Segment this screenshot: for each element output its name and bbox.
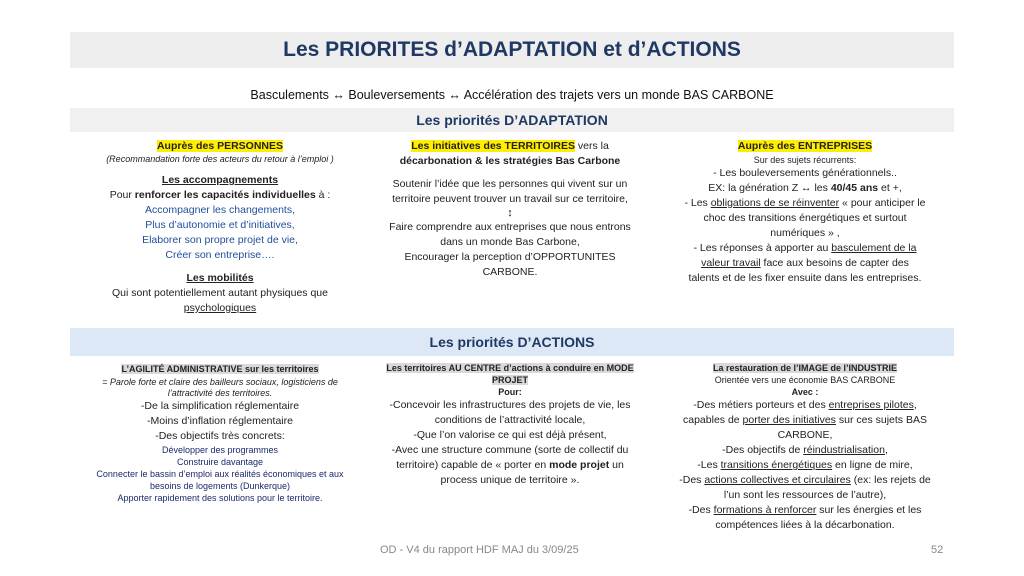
entreprises-column xyxy=(660,139,950,286)
territoires-column xyxy=(368,139,652,280)
agilite-item: Développer des programmes xyxy=(161,445,279,455)
centre-line: conditions de l’attractivité locale, xyxy=(434,414,586,426)
territoires-text: CARBONE. xyxy=(482,266,538,278)
accompagnement-item: Créer son entreprise…. xyxy=(165,249,275,261)
mobilites-line: psychologiques xyxy=(183,302,257,314)
centre-heading-line2: PROJET xyxy=(491,375,528,385)
industrie-line: -Des objectifs de réindustrialisation, xyxy=(722,444,888,456)
adaptation-header: Les priorités D’ADAPTATION xyxy=(70,108,954,132)
entreprises-text: numériques » , xyxy=(770,227,840,239)
territoires-heading: Les initiatives des TERRITOIRES vers la xyxy=(411,140,609,152)
agilite-line: -Moins d’inflation réglementaire xyxy=(147,415,293,427)
agilite-note: = Parole forte et claire des bailleurs sociaux, logisticiens de xyxy=(102,377,338,387)
accompagnement-item: Plus d’autonomie et d’initiatives, xyxy=(145,219,295,231)
accompagnement-item: Elaborer son propre projet de vie, xyxy=(142,234,298,246)
accompagnement-item: Accompagner les changements, xyxy=(145,204,295,216)
agilite-line: -Des objectifs très concrets: xyxy=(155,430,285,442)
entreprises-heading: Auprès des ENTREPRISES xyxy=(737,140,873,152)
entreprises-bullet: - Les obligations de se réinventer « pour anticiper le xyxy=(684,197,926,209)
actions-header: Les priorités D’ACTIONS xyxy=(70,328,954,356)
agilite-note: l’attractivité des territoires. xyxy=(167,388,273,398)
entreprises-example: EX: la génération Z ↔ les 40/45 ans et +, xyxy=(708,182,902,194)
centre-line: -Que l’on valorise ce qui est déjà présent, xyxy=(413,429,607,441)
entreprises-text: valeur travail face aux besoins de capter des xyxy=(701,257,909,269)
page-number: 52 xyxy=(931,544,944,556)
centre-line: -Avec une structure commune (sorte de collectif du xyxy=(391,444,629,456)
territoires-heading-line2: décarbonation & les stratégies Bas Carbone xyxy=(399,155,621,167)
industrie-line: -Des formations à renforcer sur les énergies et les xyxy=(688,504,922,516)
industrie-line: -Les transitions énergétiques en ligne de mire, xyxy=(697,459,913,471)
territoires-text: territoire peuvent trouver un travail sur ce territoire, xyxy=(392,193,628,205)
centre-line: territoire) capable de « porter en mode projet un xyxy=(396,459,624,471)
centre-line: process unique de territoire ». xyxy=(440,474,580,486)
agilite-line: -De la simplification réglementaire xyxy=(140,400,300,412)
footer-text: OD - V4 du rapport HDF MAJ du 3/09/25 xyxy=(380,544,579,556)
slide-subtitle: Basculements ↔ Bouleversements ↔ Accélération des trajets vers un monde BAS CARBONE xyxy=(250,88,774,102)
accompagnements-intro: Pour renforcer les capacités individuelles à : xyxy=(109,189,331,201)
centre-heading: Les territoires AU CENTRE d’actions à conduire en MODE xyxy=(386,363,634,373)
territoires-text: Encourager la perception d’OPPORTUNITES xyxy=(404,251,616,263)
agilite-item: Connecter le bassin d’emploi aux réalités économiques et aux xyxy=(96,469,344,479)
agilite-column xyxy=(80,362,360,504)
accompagnements-title: Les accompagnements xyxy=(161,174,279,186)
territoires-text: dans un monde Bas Carbone, xyxy=(440,236,580,248)
entreprises-text: choc des transitions énergétiques et surtout xyxy=(703,212,907,224)
centre-pour: Pour: xyxy=(498,387,522,397)
territoires-text: Faire comprendre aux entreprises que nous entrons xyxy=(389,221,631,233)
centre-line: -Concevoir les infrastructures des projets de vie, les xyxy=(389,399,631,411)
industrie-column xyxy=(660,362,950,533)
industrie-line: -Des métiers porteurs et des entreprises pilotes, xyxy=(693,399,917,411)
personnes-column xyxy=(80,139,360,316)
agilite-item: Construire davantage xyxy=(176,457,264,467)
territoires-text: Soutenir l’idée que les personnes qui vivent sur un xyxy=(392,178,628,190)
entreprises-text: talents et de les fixer ensuite dans les entreprises. xyxy=(688,272,922,284)
industrie-sub: Orientée vers une économie BAS CARBONE xyxy=(714,375,896,385)
title-bar xyxy=(70,32,954,68)
personnes-note: (Recommandation forte des acteurs du retour à l’emploi ) xyxy=(106,154,334,164)
entreprises-sub: Sur des sujets récurrents: xyxy=(753,155,857,165)
industrie-line: compétences liées à la décarbonation. xyxy=(715,519,895,531)
slide-title: Les PRIORITES d’ADAPTATION et d’ACTIONS xyxy=(283,38,741,61)
entreprises-bullet: - Les bouleversements générationnels.. xyxy=(713,167,897,179)
industrie-avec: Avec : xyxy=(791,387,819,397)
up-down-arrow-icon: ↕ xyxy=(507,207,513,219)
industrie-heading: La restauration de l’IMAGE de l’INDUSTRIE xyxy=(712,363,898,373)
mobilites-title: Les mobilités xyxy=(186,272,254,284)
industrie-line: capables de porter des initiatives sur ces sujets BAS xyxy=(683,414,927,426)
agilite-heading: L’AGILITÉ ADMINISTRATIVE sur les territoires xyxy=(121,364,319,374)
mobilites-line: Qui sont potentiellement autant physiques que xyxy=(112,287,328,299)
industrie-line: -Des actions collectives et circulaires (ex: les rejets de xyxy=(679,474,931,486)
agilite-item: besoins de logements (Dunkerque) xyxy=(149,481,291,491)
industrie-line: CARBONE, xyxy=(777,429,833,441)
entreprises-bullet: - Les réponses à apporter au basculement de la xyxy=(693,242,917,254)
centre-column xyxy=(368,362,652,488)
industrie-line: l’un sont les ressources de l’autre), xyxy=(723,489,887,501)
agilite-item: Apporter rapidement des solutions pour le territoire. xyxy=(117,493,323,503)
personnes-heading: Auprès des PERSONNES xyxy=(156,140,284,152)
